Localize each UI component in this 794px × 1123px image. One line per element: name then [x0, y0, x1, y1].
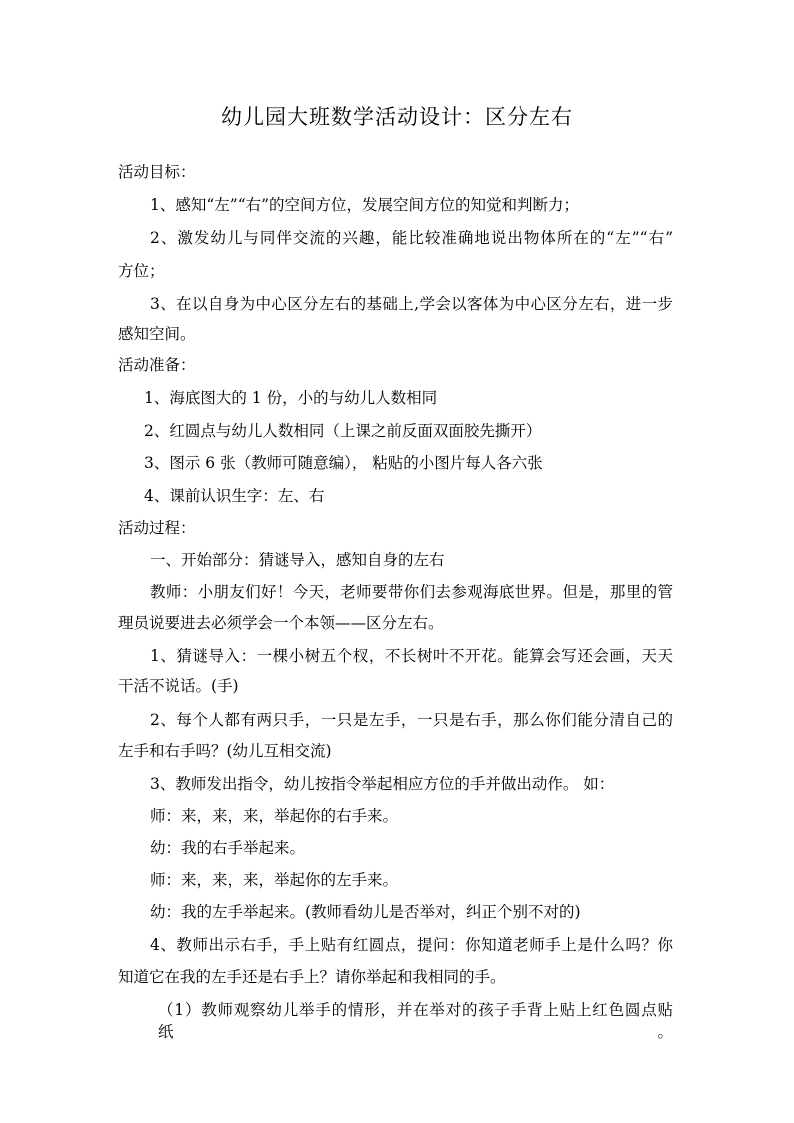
step-1-line-2: 干活不说话。(手) [118, 677, 239, 695]
intro-line-1: 教师：小朋友们好！今天，老师要带你们去参观海底世界。但是，那里的管 [150, 583, 673, 601]
intro-line-2: 理员说要进去必须学会一个本领——区分左右。 [118, 614, 444, 632]
section-heading-process: 活动过程： [118, 519, 196, 537]
process-part-1: 一、开始部分：猜谜导入，感知自身的左右 [150, 551, 445, 569]
step-3: 3、教师发出指令，幼儿按指令举起相应方位的手并做出动作。 如： [150, 775, 615, 793]
step-1-line-1: 1、猜谜导入：一棵小树五个杈，不长树叶不开花。能算会写还会画，天天 [150, 647, 673, 665]
step-4-line-1: 4、教师出示右手，手上贴有红圆点，提问：你知道老师手上是什么吗？你 [150, 936, 673, 954]
dialogue-1: 师：来，来，来，举起你的右手来。 [150, 807, 399, 825]
goal-2-line-2: 方位； [118, 262, 165, 280]
step-2-line-2: 左手和右手吗？(幼儿互相交流) [118, 742, 332, 760]
section-heading-goals: 活动目标： [118, 163, 196, 181]
page-title: 幼儿园大班数学活动设计：区分左右 [221, 105, 573, 129]
goal-1: 1、感知“左”“右”的空间方位，发展空间方位的知觉和判断力； [150, 196, 580, 214]
goal-2-line-1: 2、激发幼儿与同伴交流的兴趣，能比较准确地说出物体所在的“左”“右” [150, 229, 673, 247]
dialogue-2: 幼：我的右手举起来。 [150, 839, 306, 857]
sub-step-1: （1）教师观察幼儿举手的情形，并在举对的孩子手背上贴上红色圆点贴纸。 [158, 1001, 673, 1041]
prep-item-3: 3、图示 6 张（教师可随意编）， 粘贴的小图片每人各六张 [144, 454, 543, 472]
step-4-line-2: 知道它在我的左手还是右手上？请你举起和我相同的手。 [118, 968, 506, 986]
goal-3-line-2: 感知空间。 [118, 325, 196, 343]
prep-item-2: 2、红圆点与幼儿人数相同（上课之前反面双面胶先撕开） [144, 422, 542, 440]
dialogue-3: 师：来，来，来，举起你的左手来。 [150, 871, 399, 889]
step-2-line-1: 2、每个人都有两只手，一只是左手，一只是右手，那么你们能分清自己的 [150, 711, 673, 729]
dialogue-4: 幼：我的左手举起来。(教师看幼儿是否举对，纠正个别不对的) [150, 903, 581, 921]
prep-item-4: 4、课前认识生字：左、右 [144, 487, 325, 505]
prep-item-1: 1、海底图大的 1 份，小的与幼儿人数相同 [144, 389, 438, 407]
goal-3-line-1: 3、在以自身为中心区分左右的基础上,学会以客体为中心区分左右，进一步 [150, 295, 673, 313]
section-heading-prep: 活动准备： [118, 356, 196, 374]
